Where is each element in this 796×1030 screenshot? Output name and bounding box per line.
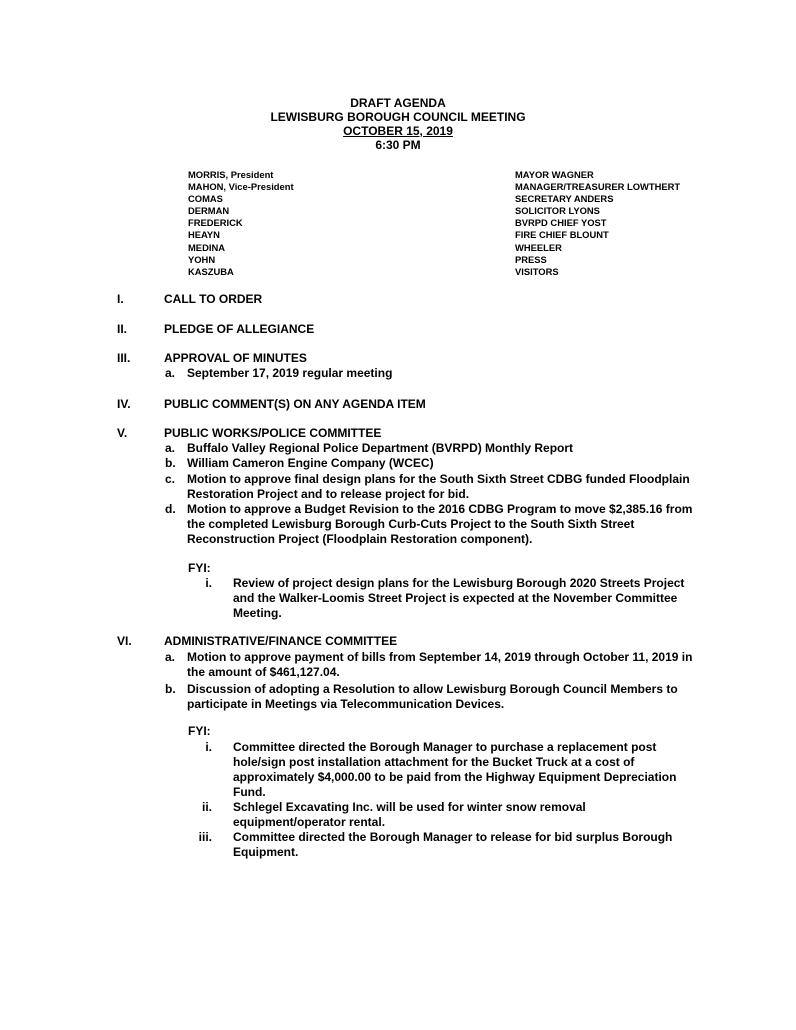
document-title: DRAFT AGENDA xyxy=(350,96,446,110)
council-members-list xyxy=(188,169,294,278)
roster-entry: FIRE CHIEF BLOUNT xyxy=(515,229,609,241)
item-text: Motion to approve payment of bills from September 14, 2019 through October 11, 2019 in the amount of $461,127.04. xyxy=(187,650,693,679)
item-text: William Cameron Engine Company (WCEC) xyxy=(187,456,434,470)
item-label: b. xyxy=(165,682,176,696)
item-text: Committee directed the Borough Manager to purchase a replacement post hole/sign post installation attachment for the Bucket Truck at a cost of approximately $4,000.00 to be paid from the Highway Equipment Depreciation Fund. xyxy=(233,740,677,799)
roster-entry: WHEELER xyxy=(515,241,562,253)
item-text: Committee directed the Borough Manager to release for bid surplus Borough Equipment. xyxy=(233,830,673,859)
item-label: a. xyxy=(165,366,176,380)
roster-entry: MORRIS, President xyxy=(188,169,274,180)
roster-entry: SOLICITOR LYONS xyxy=(515,205,600,217)
roster-entry: YOHN xyxy=(188,253,216,265)
fyi-label: FYI: xyxy=(188,561,211,575)
item-label: ii. xyxy=(201,800,212,814)
item-text: Buffalo Valley Regional Police Department (BVRPD) Monthly Report xyxy=(187,441,574,455)
item-label: c. xyxy=(165,472,176,486)
roster-entry: MAHON, Vice-President xyxy=(188,181,294,193)
section-numeral: III. xyxy=(117,351,131,365)
roster-entry: VISITORS xyxy=(515,265,559,277)
section-title: PUBLIC WORKS/POLICE COMMITTEE xyxy=(164,426,382,440)
section-numeral: VI. xyxy=(117,634,132,648)
section-title: PLEDGE OF ALLEGIANCE xyxy=(164,322,315,336)
officials-list xyxy=(515,169,680,278)
section-numeral: V. xyxy=(117,426,128,440)
item-text: Motion to approve final design plans for the South Sixth Street CDBG funded Floodplain Restoration Project and to release project for bid. xyxy=(187,472,690,501)
agenda-header xyxy=(0,96,796,152)
section-title: ADMINISTRATIVE/FINANCE COMMITTEE xyxy=(164,634,398,648)
roster-entry: BVRPD CHIEF YOST xyxy=(515,217,607,229)
item-text: Schlegel Excavating Inc. will be used for winter snow removal equipment/operator rental. xyxy=(233,800,586,829)
item-label: a. xyxy=(165,441,176,455)
roster-entry: SECRETARY ANDERS xyxy=(515,193,614,205)
roster-entry: MEDINA xyxy=(188,241,225,253)
roster-entry: DERMAN xyxy=(188,205,230,217)
item-label: i. xyxy=(205,576,212,590)
roster-entry: FREDERICK xyxy=(188,217,243,229)
section-numeral: II. xyxy=(117,322,128,336)
section-numeral: IV. xyxy=(117,397,131,411)
meeting-name: LEWISBURG BOROUGH COUNCIL MEETING xyxy=(270,110,526,124)
item-text: Review of project design plans for the Lewisburg Borough 2020 Streets Project and the Walker-Loomis Street Project is expected at the November Committee Meeting. xyxy=(233,576,685,620)
section-title: APPROVAL OF MINUTES xyxy=(164,351,307,365)
item-text: Discussion of adopting a Resolution to allow Lewisburg Borough Council Members to participate in Meetings via Telecommunication Devices. xyxy=(187,682,678,711)
meeting-time: 6:30 PM xyxy=(375,138,421,152)
roster-entry: HEAYN xyxy=(188,229,220,241)
roster-entry: PRESS xyxy=(515,253,547,265)
section-title: CALL TO ORDER xyxy=(164,292,263,306)
item-label: d. xyxy=(165,502,176,516)
roster-entry: KASZUBA xyxy=(188,265,234,277)
item-text: September 17, 2019 regular meeting xyxy=(187,366,393,380)
item-label: a. xyxy=(165,650,176,664)
section-numeral: I. xyxy=(117,292,124,306)
section-title: PUBLIC COMMENT(S) ON ANY AGENDA ITEM xyxy=(164,397,426,411)
item-label: b. xyxy=(165,456,176,470)
item-label: iii. xyxy=(198,830,212,844)
fyi-label: FYI: xyxy=(188,724,211,738)
meeting-date: OCTOBER 15, 2019 xyxy=(343,124,453,138)
roster-entry: COMAS xyxy=(188,193,223,205)
roster-entry: MAYOR WAGNER xyxy=(515,169,594,180)
item-text: Motion to approve a Budget Revision to the 2016 CDBG Program to move $2,385.16 from the completed Lewisburg Borough Curb-Cuts Project to the South Sixth Street Reconstruction Project (Floodplain Restoration component). xyxy=(187,502,693,546)
roster-entry: MANAGER/TREASURER LOWTHERT xyxy=(515,181,681,193)
item-label: i. xyxy=(205,740,212,754)
